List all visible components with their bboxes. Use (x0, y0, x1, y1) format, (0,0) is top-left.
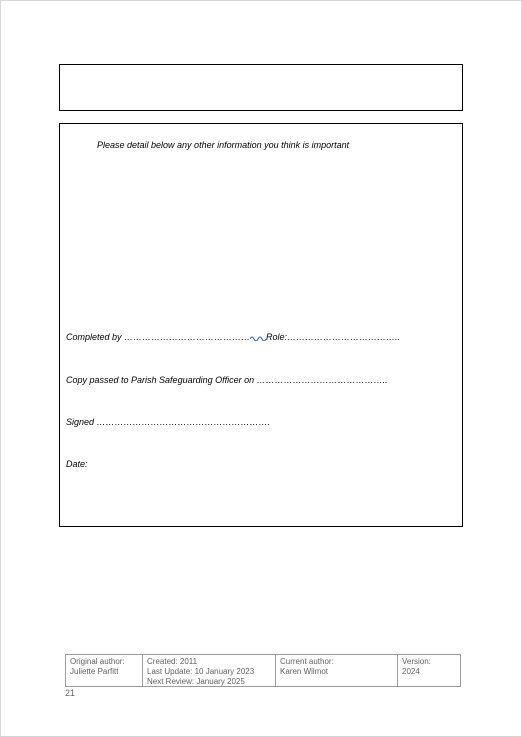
completed-by-label: Completed by …………………………………… (66, 332, 251, 342)
additional-information-box[interactable] (59, 123, 463, 527)
page-number: 21 (65, 688, 76, 698)
document-footer-table (65, 654, 461, 687)
date-line: Date: (66, 459, 88, 469)
version-cell (398, 655, 460, 686)
next-review-text: Next Review: January 2025 (147, 677, 245, 686)
signed-line: Signed …………………………………………………. (66, 417, 271, 427)
current-author-label: Current author: (280, 657, 334, 666)
instruction-text: Please detail below any other information you think is important (97, 140, 350, 150)
current-author-value: Karen Wilmot (280, 667, 329, 676)
completed-by-line (66, 332, 400, 343)
dates-cell (143, 655, 276, 686)
empty-text-box[interactable] (59, 64, 463, 111)
copy-passed-line: Copy passed to Parish Safeguarding Officer on …………………………………….. (66, 375, 388, 385)
last-update-text: Last Update: 10 January 2023 (147, 667, 255, 676)
created-text: Created: 2011 (147, 657, 198, 666)
original-author-label: Original author: (70, 657, 125, 666)
original-author-value: Juliette Parfitt (70, 667, 119, 676)
original-author-cell (66, 655, 143, 686)
version-label: Version: (402, 657, 431, 666)
spellcheck-squiggle-icon (250, 335, 266, 341)
role-label: Role:……………………………….. (266, 332, 401, 342)
current-author-cell (276, 655, 398, 686)
version-value: 2024 (402, 667, 420, 676)
